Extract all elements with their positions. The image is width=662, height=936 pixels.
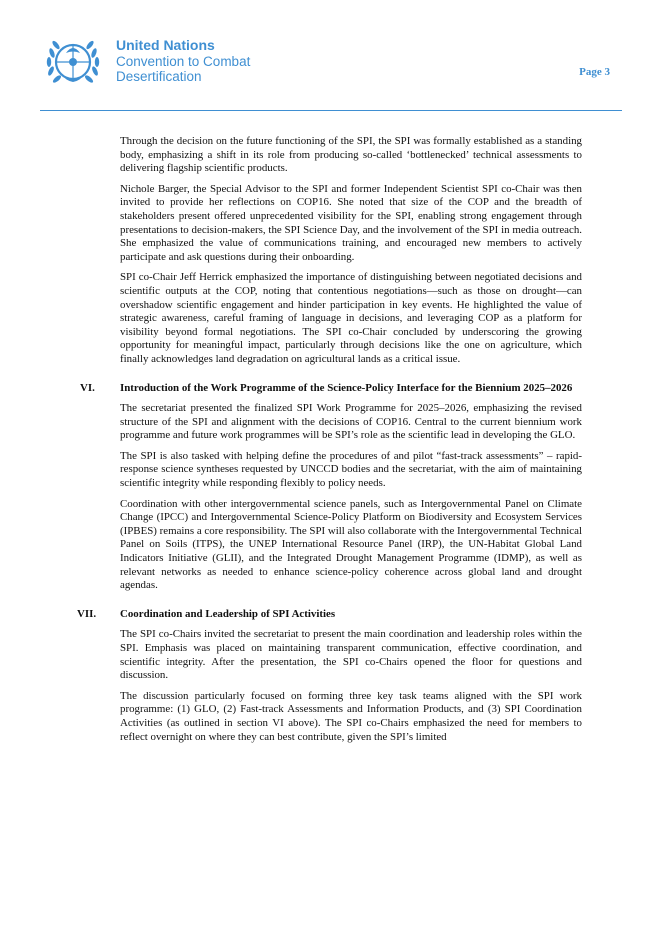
org-name-line1: United Nations <box>116 37 215 53</box>
body-paragraph: SPI co-Chair Jeff Herrick emphasized the importance of distinguishing between negotiated decisions and scientific outputs at the COP, noting that contentious negotiations—such as those on drought—can overshadow scientific engagement and hinder participation in key events. He highlighted the value of strategic awareness, careful framing of language in decisions, and leveraging COP as a platform for visibility beyond formal negotiations. The SPI co-Chair concluded by underscoring the growing opportunity for meaningful impact, particularly through decisions like the one on agriculture, which finally acknowledges land degradation on agricultural lands as a critical issue. <box>120 271 582 365</box>
section-title: Introduction of the Work Programme of the Science-Policy Interface for the Biennium 2025–2026 <box>120 381 573 394</box>
section-heading-vi <box>80 381 582 396</box>
page-number: Page 3 <box>579 66 610 78</box>
organization-name <box>116 38 250 85</box>
body-paragraph: Through the decision on the future functioning of the SPI, the SPI was formally established as a standing body, emphasizing a shift in its role from producing so-called ‘bottlenecked’ technical assessments to delivering flagship scientific products. <box>120 135 582 175</box>
document-body <box>77 135 582 751</box>
body-paragraph: The SPI is also tasked with helping define the procedures of and pilot “fast-track assessments” – rapid-response science syntheses requested by UNCCD bodies and the secretariat, with the aim of maintaining scientific integrity while responding flexibly to policy needs. <box>120 449 582 490</box>
body-paragraph: The SPI co-Chairs invited the secretariat to present the main coordination and leadership roles within the SPI. Emphasis was placed on maintaining transparent communication, effective coordination, and scientific integrity. After the presentation, the SPI co-Chairs opened the floor for questions and discussion. <box>120 628 582 682</box>
section-number: VI. <box>80 381 95 394</box>
section-heading-vii <box>77 607 582 622</box>
body-paragraph: Coordination with other intergovernmental science panels, such as Intergovernmental Panel on Climate Change (IPCC) and Intergovernmental Science-Policy Platform on Biodiversity and Ecosystem Services (IPBES) remains a core responsibility. The SPI will also collaborate with the Intergovernmental Technical Panel on Soils (ITPS), the UNEP International Resource Panel (IRP), the UN-Habitat Global Land Indicators Initiative (GLII), and the Integrated Drought Management Programme (IDMP), as well as relevant networks as needed to enhance science-policy coherence across global land and drought agendas. <box>120 497 582 592</box>
section-number: VII. <box>77 607 97 620</box>
body-paragraph: The discussion particularly focused on forming three key task teams aligned with the SPI work programme: (1) GLO, (2) Fast-track Assessments and Information Products, and (3) SPI Coordination Activities (as outlined in section VI above). The SPI co-Chairs emphasized the need for members to reflect overnight on where they can best contribute, given the SPI’s limited <box>120 689 582 743</box>
page-header <box>0 0 662 112</box>
section-title: Coordination and Leadership of SPI Activities <box>120 607 336 620</box>
un-emblem-icon <box>40 31 106 97</box>
org-name-line3: Desertification <box>116 69 202 84</box>
org-name-line2: Convention to Combat <box>116 53 251 69</box>
header-divider <box>40 110 622 111</box>
body-paragraph: Nichole Barger, the Special Advisor to the SPI and former Independent Scientist SPI co-Chair was then invited to provide her reflections on COP16. She noted that size of the COP and the breadth of stakeholders present offered unprecedented visibility for the SPI, enabling strong engagement through presentations to decision-makers, the SPI Science Day, and the involvement of the SPI in media outreach. She emphasized the value of communications training, and encouraged new members to actively participate and ask questions during their onboarding. <box>120 182 582 263</box>
body-paragraph: The secretariat presented the finalized SPI Work Programme for 2025–2026, emphasizing the revised structure of the SPI and alignment with the decisions of COP16. Central to the current biennium work programme and future work programmes will be SPI’s role as the scientific lead in developing the GLO. <box>120 402 582 442</box>
